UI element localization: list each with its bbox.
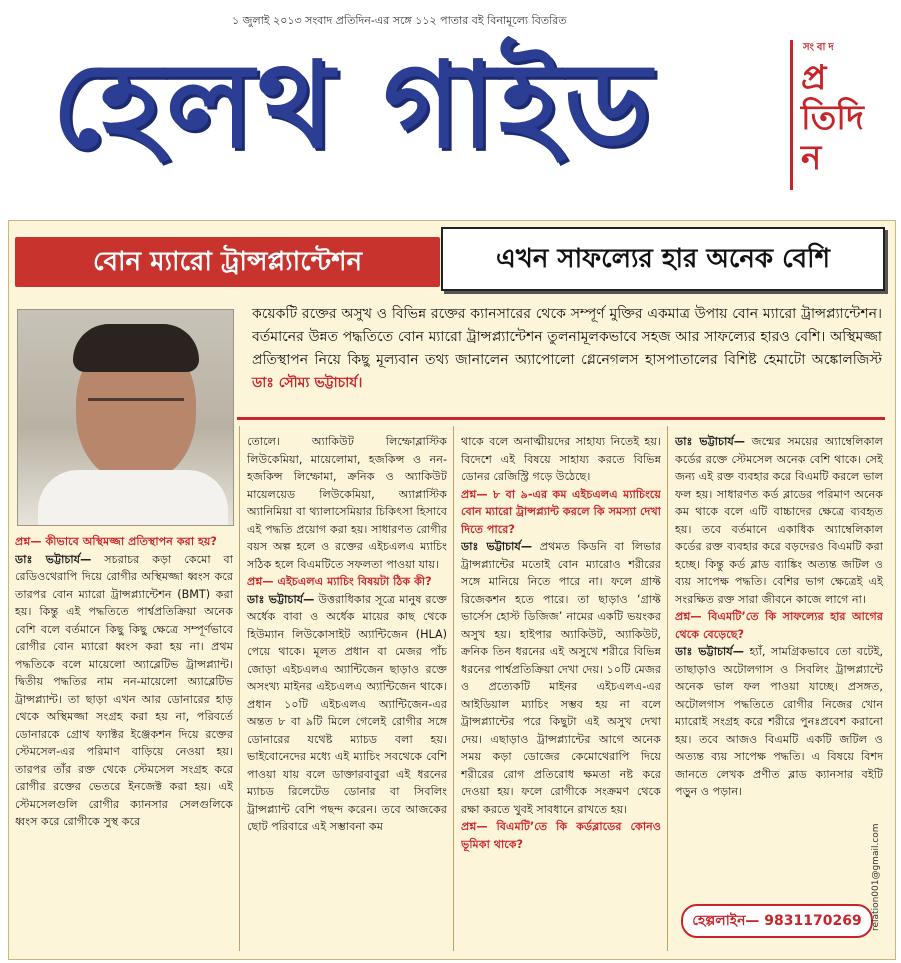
question-4: প্রশ্ন— বিএমটি’তে কি কর্ডব্লাডের কোনও ভূমিকা থাকে? <box>461 820 661 851</box>
headline-left: বোন ম্যারো ট্রান্সপ্ল্যান্টেশন <box>15 237 440 287</box>
column-1 <box>15 533 233 953</box>
column-2 <box>247 433 447 953</box>
column-3-text: থাকে বলে অনাত্মীয়দের সাহায্য নিতেই হয়। বিদেশে এই বিষয়ে সাহায্য করতে বিভিন্ন ডোনর রেজিস্ট্রি গড়ে উঠেছে। <box>461 435 661 483</box>
article-intro <box>252 303 882 395</box>
brand-small-text: সংবাদ <box>803 42 837 53</box>
column-4 <box>675 433 883 895</box>
column-divider <box>453 426 454 951</box>
answer-label: ডাঃ ভট্টাচার্য— <box>461 540 533 553</box>
question-2: প্রশ্ন— এইচএলএ ম্যাচিং বিষয়টা ঠিক কী? <box>247 575 432 588</box>
answer-label: ডাঃ ভট্টাচার্য— <box>675 435 745 448</box>
masthead <box>0 0 901 215</box>
answer-4: জন্মের সময়ের অ্যাম্বেলিকাল কর্ডের রক্তে স্টেমসেল অনেক বেশি থাকে। সেই জন্য এই রক্ত ব্যবহার করে বিএমটি করলে ভাল ফল হয়। সাধারণত কর্ড ব্লাডের পরিমাণ অনেক কম থাকে বলে এটি বাচ্চাদের ক্ষেত্রে ব্যবহৃত হয়। তবে বর্তমানে একাধিক অ্যাম্বেলিকাল কর্ডের রক্ত ব্যবহার করে বড়দেরও বিএমটি করা হচ্ছে। কিন্তু কর্ড ব্লাড ব্যাঙ্কিং অত্যন্ত জটিল ও ব্যয় সাপেক্ষ পদ্ধতি। বেশির ভাগ ক্ষেত্রেই এই সংরক্ষিত রক্ত সারা জীবনে কাজে লাগে না। <box>675 435 883 606</box>
answer-label: ডাঃ ভট্টাচার্য— <box>247 592 315 606</box>
answer-label: ডাঃ ভট্টাচার্য— <box>15 552 92 566</box>
column-3 <box>461 433 661 953</box>
column-2-text: তোলে। অ্যাকিউট লিম্ফোব্লাস্টিক লিউকেমিয়া, মায়েলোমা, হজকিন্স ও নন-হজকিন্স লিম্ফোমা, ক্রনিক ও অ্যাকিউট মায়েলয়েড লিউকেমিয়া, অ্যাপ্লাস্টিক অ্যানিমিয়া বা থ্যালাসেমিয়ার চিকিৎসা হিসাবে এই পদ্ধতি প্রয়োগ করা হয়। সাধারণত রোগীর বয়স অল্প হলে ও রক্তের এইচএলএ ম্যাচিং সঠিক হলে বিএমটিতে সফলতা পাওয়া যায়। <box>247 435 447 571</box>
brand-main-text: প্রতিদিন <box>801 58 864 178</box>
masthead-title: হেলথ গাইড <box>52 36 656 174</box>
column-divider <box>667 426 668 951</box>
email-credit: relation001@gmail.com <box>871 823 881 931</box>
doctor-photo <box>17 309 234 526</box>
intro-text: কয়েকটি রক্তের অসুখ ও বিভিন্ন রক্তের ক্যানসারের থেকে সম্পূর্ণ মুক্তির একমাত্র উপায় বোন ম্যারো ট্রান্সপ্ল্যান্টেশন। বর্তমানের উন্নত পদ্ধতিতে বোন ম্যারো ট্রান্সপ্ল্যান্টেশন তুলনামূলকভাবে সহজ আর সাফল্যের হারও বেশি। অস্থিমজ্জা প্রতিস্থাপন নিয়ে কিছু মূল্যবান তথ্য জানালেন অ্যাপোলো গ্লেনেগলস হাসপাতালের বিশিষ্ট হেমাটো অঙ্কোলজিস্ট <box>252 306 882 368</box>
masthead-topline: ১ জুলাই ২০১৩ সংবাদ প্রতিদিন-এর সঙ্গে ১১২ পাতার বই বিনামূল্যে বিতরিত <box>232 14 567 27</box>
intro-divider <box>237 417 885 420</box>
doctor-name: ডাঃ সৌম্য ভট্টাচার্য। <box>252 375 363 391</box>
photo-hair <box>73 324 199 372</box>
headline-right: এখন সাফল্যের হার অনেক বেশি <box>441 227 885 291</box>
brand-logo <box>790 40 864 190</box>
question-3: প্রশ্ন— ৮ বা ৯-এর কম এইচএলএ ম্যাচিংয়ে বোন ম্যারো ট্রান্সপ্ল্যান্ট করলে কি সমস্যা দেখা দিতে পারে? <box>461 487 661 536</box>
answer-2: উত্তরাধিকার সূত্রে মানুষ রক্তে অর্ধেক বাবা ও অর্ধেক মায়ের কাছ থেকে হিউম্যান লিউকোসাইট অ্যান্টিজেন (HLA) পেয়ে থাকে। মূলত প্রধান বা মেজর পাঁচ জোড়া এইচএলএ অ্যান্টিজেন ছাড়াও রক্তে অসংখ্য মাইনর এইচএলএ অ্যান্টিজেন থাকে। প্রধান ১০টি এইচএলএ অ্যান্টিজেন-এর অন্তত ৮ বা ৯টি মিলে গেলেই রোগীর সঙ্গে ডোনারের যথেষ্ট ম্যাচড বলা হয়। ভাইবোনেদের মধ্যে এই ম্যাচিং সবথেকে বেশি পাওয়া যায় বলে ডাক্তারবাবুরা এই ধরনের ম্যাচড রিলেটেড ডোনার বা সিবলিং ট্রান্সপ্ল্যান্ট বেশি পছন্দ করেন। তবে আজকের ছোট পরিবারে এই সম্ভাবনা কম <box>247 592 447 833</box>
answer-3: প্রথমত কিডনি বা লিভার ট্রান্সপ্ল্যান্টের মতোই বোন ম্যারোও শরীরের সঙ্গে মানিয়ে নিতে পারে না। ফলে গ্রাফ্ট রিজেকশন হতে পারে। তা ছাড়াও ‘গ্রাফ্ট ভার্সেস হোস্ট ডিজিজ’ নামের একটি ভয়ংকর অসুখ হয়। হাইপার অ্যাকিউট, অ্যাকিউট, ক্রনিক তিন ধরনের এই অসুখে শরীরে বিভিন্ন ধরনের পার্শ্বপ্রতিক্রিয়া দেখা দেয়। ১০টি মেজর ও প্রত্যেকটি মাইনর এইচএলএ-এর আইডিয়াল ম্যাচিং সম্ভব হয় না বলে ট্রান্সপ্ল্যান্টের পরে কিছুটা এই অসুখ দেখা দেয়। এছাড়াও ট্রান্সপ্ল্যান্টের আগে অনেক সময় কড়া ডোজের কেমোথেরাপি দিয়ে শরীরের রোগ প্রতিরোধ ক্ষমতা নষ্ট করে দেওয়া হয়। ফলে রোগীকে সংক্রমণ থেকে রক্ষা করতে খুবই সাবধানে রাখতে হয়। <box>461 540 661 816</box>
answer-1: সচরাচর কড়া কেমো বা রেডিওথেরাপি দিয়ে রোগীর অস্থিমজ্জা ধ্বংস করে তারপর বোন ম্যারো ট্রান্সপ্ল্যান্টেশন (BMT) করা হয়। কিন্তু এই পদ্ধতিতে পার্শ্বপ্রতিক্রিয়া অনেক বেশি বলে বর্তমানে কিছু কিছু ক্ষেত্রে সম্পূর্ণভাবে রোগীর বোন ম্যারো ধ্বংস করা হয় না। প্রথম পদ্ধতিকে বলে মায়েলো অ্যাব্লেটিভ ট্রান্সপ্ল্যান্ট। দ্বিতীয় পদ্ধতির নাম নন-মায়েলো অ্যাব্লেটিভ ট্রান্সপ্ল্যান্ট। তা ছাড়া এখন আর ডোনারের হাড় থেকে অস্থিমজ্জা সংগ্রহ করা হয় না, পরিবর্তে ডোনারকে গ্রোথ ফ্যাক্টর ইঞ্জেকশন দিয়ে রক্তের স্টেমসেল-এর পরিমাণ বাড়িয়ে নেওয়া হয়। তারপর তাঁর রক্ত থেকে স্টেমসেল সংগ্রহ করে রোগীর রক্তের ভেতরে ইনজেক্ট করা হয়। এই স্টেমসেলগুলি রোগীর ক্যানসার সেলগুলিকে ধ্বংস করে রোগীকে সুস্থ করে <box>15 552 233 828</box>
photo-shirt <box>38 470 228 526</box>
helpline-box: হেল্পলাইন— 9831170269 <box>681 904 873 938</box>
answer-5: হ্যাঁ, সামগ্রিকভাবে তো বটেই, তাছাড়াও অটোলগাস ও সিবলিং ট্রান্সপ্ল্যান্টে অনেক ভাল ফল পাওয়া যাচ্ছে। প্রসঙ্গত, অটোলগাস পদ্ধতিতে রোগীর নিজের খোন ম্যারোই সংগ্রহ করে শরীরে পুনঃপ্রবেশ করানো হয়। তবে আজও বিএমটি একটি জটিল ও অত্যন্ত ব্যয় সাপেক্ষ পদ্ধতি। এ বিষয়ে বিশদ জানতে লেখক প্রণীত ব্লাড ক্যানসার বইটি পড়ুন ও পড়ান। <box>675 645 883 798</box>
question-1: প্রশ্ন— কীভাবে অস্থিমজ্জা প্রতিস্থাপন করা হয়? <box>15 535 217 548</box>
answer-label: ডাঃ ভট্টাচার্য— <box>675 645 744 658</box>
photo-glasses <box>88 398 184 421</box>
article <box>8 220 896 960</box>
column-divider <box>239 426 240 951</box>
question-5: প্রশ্ন— বিএমটি’তে কি সাফল্যের হার আগের থেকে বেড়েছে? <box>675 610 883 641</box>
